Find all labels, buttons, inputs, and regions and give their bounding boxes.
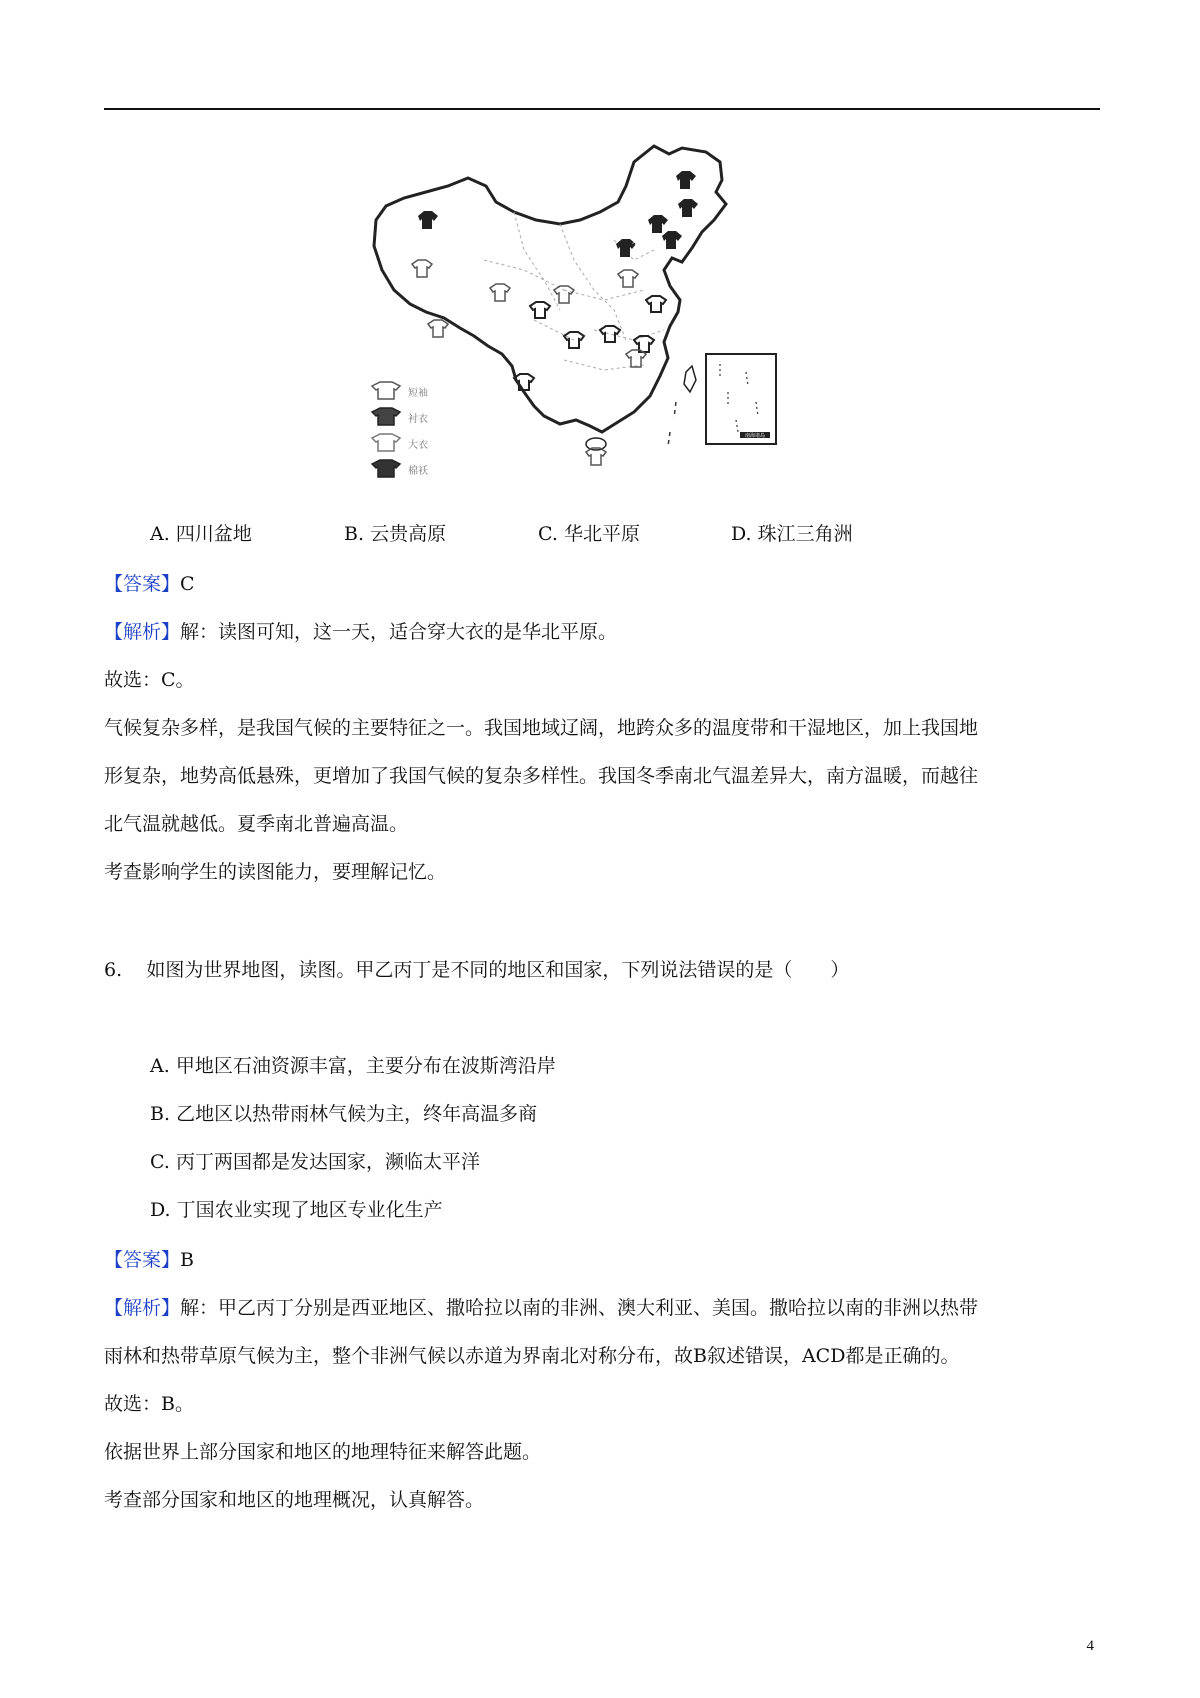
china-clothing-map: [364, 140, 834, 490]
q6-note: 考查部分国家和地区的地理概况，认真解答。: [104, 1489, 485, 1511]
q6-stem: 6. 如图为世界地图，读图。甲乙丙丁是不同的地区和国家，下列说法错误的是（ ）: [104, 959, 850, 981]
q5-option-c: C. 华北平原: [538, 523, 640, 545]
q5-option-a: A. 四川盆地: [150, 523, 252, 545]
q6-choice: 故选：B。: [104, 1393, 194, 1415]
taiwan-island: [684, 366, 696, 392]
q6-option-d: D. 丁国农业实现了地区专业化生产: [150, 1199, 443, 1221]
q5-option-d: D. 珠江三角洲: [731, 523, 853, 545]
q6-answer: 【答案】B: [104, 1249, 194, 1271]
q6-option-c: C. 丙丁两国都是发达国家，濒临太平洋: [150, 1151, 480, 1173]
south-china-sea-inset: [706, 354, 776, 444]
svg-text:衬衣: 衬衣: [408, 414, 428, 425]
q5-paragraph-line: 北气温就越低。夏季南北普遍高温。: [104, 813, 409, 835]
q6-analysis-line: 【解析】解：甲乙丙丁分别是西亚地区、撒哈拉以南的非洲、澳大利亚、美国。撒哈拉以南的非洲以热带: [104, 1297, 979, 1319]
svg-text:北京: 北京: [632, 237, 651, 247]
page-number: 4: [1086, 1638, 1094, 1654]
svg-text:大衣: 大衣: [408, 440, 428, 451]
q6-basis: 依据世界上部分国家和地区的地理特征来解答此题。: [104, 1441, 542, 1463]
svg-text:棉袄: 棉袄: [408, 466, 428, 477]
q5-note: 考查影响学生的读图能力，要理解记忆。: [104, 861, 447, 883]
q5-option-b: B. 云贵高原: [344, 523, 447, 545]
q6-option-a: A. 甲地区石油资源丰富，主要分布在波斯湾沿岸: [150, 1055, 556, 1077]
svg-text:南海诸岛: 南海诸岛: [744, 433, 766, 439]
q6-option-b: B. 乙地区以热带雨林气候为主，终年高温多商: [150, 1103, 538, 1125]
q5-answer: 【答案】C: [104, 573, 195, 595]
header-rule: [104, 108, 1100, 110]
q5-paragraph-line: 气候复杂多样，是我国气候的主要特征之一。我国地域辽阔，地跨众多的温度带和干湿地区，加上我国地: [104, 717, 979, 739]
q5-paragraph-line: 形复杂，地势高低悬殊，更增加了我国气候的复杂多样性。我国冬季南北气温差异大，南方温暖，而越往: [104, 765, 979, 787]
svg-text:短袖: 短袖: [408, 388, 428, 399]
q5-analysis: 【解析】解：读图可知，这一天，适合穿大衣的是华北平原。: [104, 621, 618, 643]
q5-choice: 故选：C。: [104, 669, 195, 691]
map-legend: [372, 382, 428, 477]
q6-analysis-line: 雨林和热带草原气候为主，整个非洲气候以赤道为界南北对称分布，故B叙述错误，ACD都是正确的。: [104, 1345, 960, 1367]
